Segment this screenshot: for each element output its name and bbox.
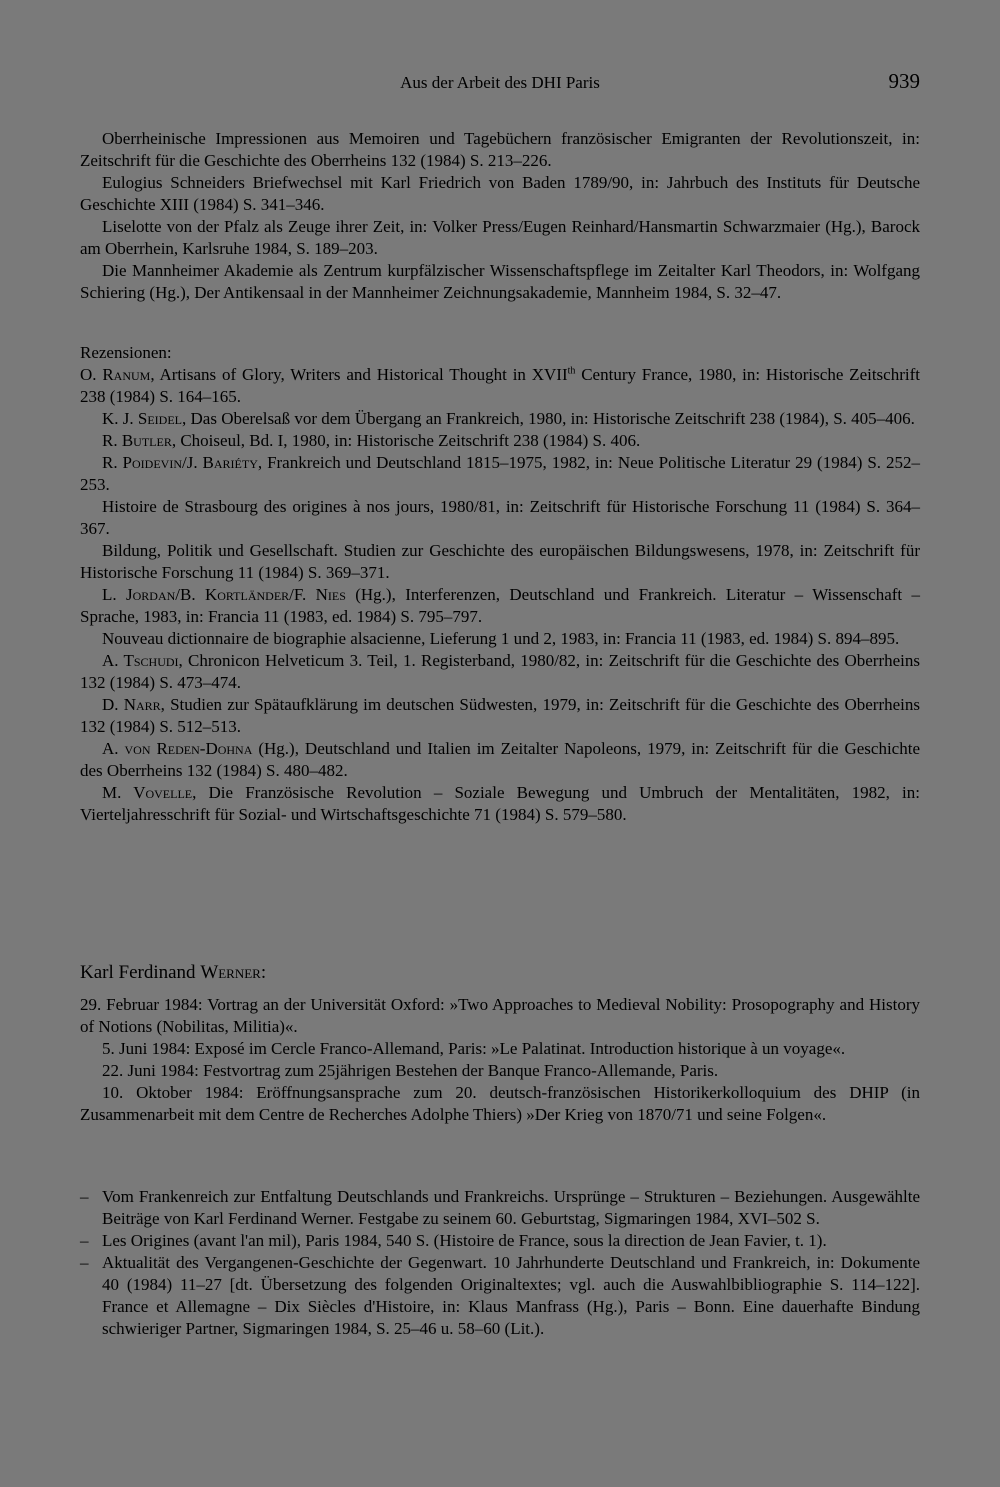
review-entry (80, 430, 920, 452)
review-text: Century France, 1980, in: Historische Zeitschrift 238 (1984) S. 164–165. (80, 365, 920, 406)
publication-dash-list (80, 1186, 920, 1340)
review-entry (80, 364, 920, 408)
talk-entry: 22. Juni 1984: Festvortrag zum 25jährigen Bestehen der Banque Franco-Allemande, Paris. (102, 1061, 719, 1080)
person-heading (80, 962, 920, 984)
dash-marker: – (80, 1231, 89, 1250)
review-text: Bildung, Politik und Gesellschaft. Studien zur Geschichte des europäischen Bildungswesens, 1978, in: Zeitschrift für Historische Forschung 11 (1984) S. 369–371. (80, 541, 920, 582)
section-heading (80, 962, 920, 984)
review-text: , Das Oberelsaß vor dem Übergang an Frankreich, 1980, in: Historische Zeitschrift 238 (1984), S. 405–406. (182, 409, 915, 428)
review-entry (80, 782, 920, 826)
dash-item-text: Aktualität des Vergangenen-Geschichte der Gegenwart. 10 Jahrhunderte Deutschland und Frankreich, in: Dokumente 40 (1984) 11–27 [dt. Übersetzung des folgenden Originaltextes; vgl. auch die Auswahlbibliographie S. 114–122]. France et Allemagne – Dix Siècles d'Histoire, in: Klaus Manfrass (Hg.), Paris – Bonn. Eine dauerhafte Bindung schwieriger Partner, Sigmaringen 1984, S. 25–46 u. 58–60 (Lit.). (102, 1253, 920, 1338)
publications-list (80, 128, 920, 304)
superscript: th (567, 365, 576, 377)
review-text: , Frankreich und Deutschland 1815–1975, 1982, in: Neue Politische Literatur 29 (1984) S. 252–253. (80, 453, 920, 494)
review-author: D. Narr (102, 695, 161, 714)
running-header (80, 69, 920, 96)
publication-entry: Oberrheinische Impressionen aus Memoiren und Tagebüchern französischer Emigranten der Revolutionszeit, in: Zeitschrift für die Geschichte des Oberrheins 132 (1984) S. 213–226. (80, 129, 920, 170)
heading-colon: : (260, 962, 267, 983)
review-text: , Artisans of Glory, Writers and Historical Thought in XVII (150, 365, 568, 384)
werner-publications (80, 1186, 920, 1340)
dash-list-item (80, 1230, 920, 1252)
review-text: , Studien zur Spätaufklärung im deutschen Südwesten, 1979, in: Zeitschrift für die Geschichte des Oberrheins 132 (1984) S. 512–513. (80, 695, 920, 736)
talk-entry: 10. Oktober 1984: Eröffnungsansprache zum 20. deutsch-französischen Historikerkolloquium des DHIP (in Zusammenarbeit mit dem Centre de Recherches Adolphe Thiers) »Der Krieg von 1870/71 und seine Folgen«. (80, 1083, 920, 1124)
dash-list-item (80, 1252, 920, 1340)
review-entry (80, 650, 920, 694)
publication-entry: Liselotte von der Pfalz als Zeuge ihrer Zeit, in: Volker Press/Eugen Reinhard/Hansmartin Schwarzmaier (Hg.), Barock am Oberrhein, Karlsruhe 1984, S. 189–203. (80, 217, 920, 258)
publication-entry: Eulogius Schneiders Briefwechsel mit Karl Friedrich von Baden 1789/90, in: Jahrbuch des Instituts für Deutsche Geschichte XIII (1984) S. 341–346. (80, 173, 920, 214)
review-text: Histoire de Strasbourg des origines à nos jours, 1980/81, in: Zeitschrift für Historische Forschung 11 (1984) S. 364–367. (80, 497, 920, 538)
review-author: A. von Reden-Dohna (102, 739, 253, 758)
review-entry (80, 540, 920, 584)
talks-list (80, 994, 920, 1126)
review-author: A. Tschudi (102, 651, 179, 670)
dash-item-text: Les Origines (avant l'an mil), Paris 1984, 540 S. (Histoire de France, sous la direction de Jean Favier, t. 1). (102, 1231, 827, 1250)
review-text: , Choiseul, Bd. I, 1980, in: Historische Zeitschrift 238 (1984) S. 406. (171, 431, 641, 450)
review-entry (80, 584, 920, 628)
publication-entry: Die Mannheimer Akademie als Zentrum kurpfälzischer Wissenschaftspflege im Zeitalter Karl Theodors, in: Wolfgang Schiering (Hg.), Der Antikensaal in der Mannheimer Zeichnungsakademie, Mannheim 1984, S. 32–47. (80, 261, 920, 302)
dash-list-item (80, 1186, 920, 1230)
review-author: R. Butler (102, 431, 172, 450)
review-entry (80, 408, 920, 430)
review-text: , Chronicon Helveticum 3. Teil, 1. Registerband, 1980/82, in: Zeitschrift für die Geschichte des Oberrheins 132 (1984) S. 473–474. (80, 651, 920, 692)
review-text: , Die Französische Revolution – Soziale Bewegung und Umbruch der Mentalitäten, 1982, in: Vierteljahresschrift für Sozial- und Wirtschaftsgeschichte 71 (1984) S. 579–580. (80, 783, 920, 824)
review-author: R. Poidevin/J. Bariéty (102, 453, 258, 472)
review-author: L. Jordan/B. Kortländer/F. Nies (102, 585, 346, 604)
review-text: (Hg.), Deutschland und Italien im Zeitalter Napoleons, 1979, in: Zeitschrift für die Geschichte des Oberrheins 132 (1984) S. 480–482. (80, 739, 920, 780)
heading-first-name: Karl Ferdinand (80, 962, 201, 983)
review-entry (80, 738, 920, 782)
reviews-section (80, 342, 920, 826)
review-entry (80, 628, 920, 650)
review-author: M. Vovelle (102, 783, 193, 802)
review-author: O. Ranum (80, 365, 151, 384)
review-entry (80, 452, 920, 496)
dash-marker: – (80, 1187, 89, 1206)
heading-surname: Werner (200, 962, 261, 983)
talk-entry: 5. Juni 1984: Exposé im Cercle Franco-Allemand, Paris: »Le Palatinat. Introduction historique à un voyage«. (102, 1039, 846, 1058)
review-text: (Hg.), Interferenzen, Deutschland und Frankreich. Literatur – Wissenschaft – Sprache, 1983, in: Francia 11 (1983, ed. 1984) S. 795–797. (80, 585, 921, 626)
review-author: K. J. Seidel (102, 409, 182, 428)
review-entry (80, 496, 920, 540)
dash-item-text: Vom Frankenreich zur Entfaltung Deutschlands und Frankreichs. Ursprünge – Strukturen – Beziehungen. Ausgewählte Beiträge von Karl Ferdinand Werner. Festgabe zu seinem 60. Geburtstag, Sigmaringen 1984, XVI–502 S. (102, 1187, 920, 1228)
running-title: Aus der Arbeit des DHI Paris (400, 73, 600, 92)
dash-marker: – (80, 1253, 89, 1272)
review-entry (80, 694, 920, 738)
reviews-label: Rezensionen: (80, 343, 172, 362)
review-text: Nouveau dictionnaire de biographie alsacienne, Lieferung 1 und 2, 1983, in: Francia 11 (1983, ed. 1984) S. 894–895. (102, 629, 900, 648)
talk-entry: 29. Februar 1984: Vortrag an der Universität Oxford: »Two Approaches to Medieval Nobility: Prosopography and History of Notions (Nobilitas, Militia)«. (80, 995, 920, 1036)
page-number: 939 (888, 69, 920, 93)
